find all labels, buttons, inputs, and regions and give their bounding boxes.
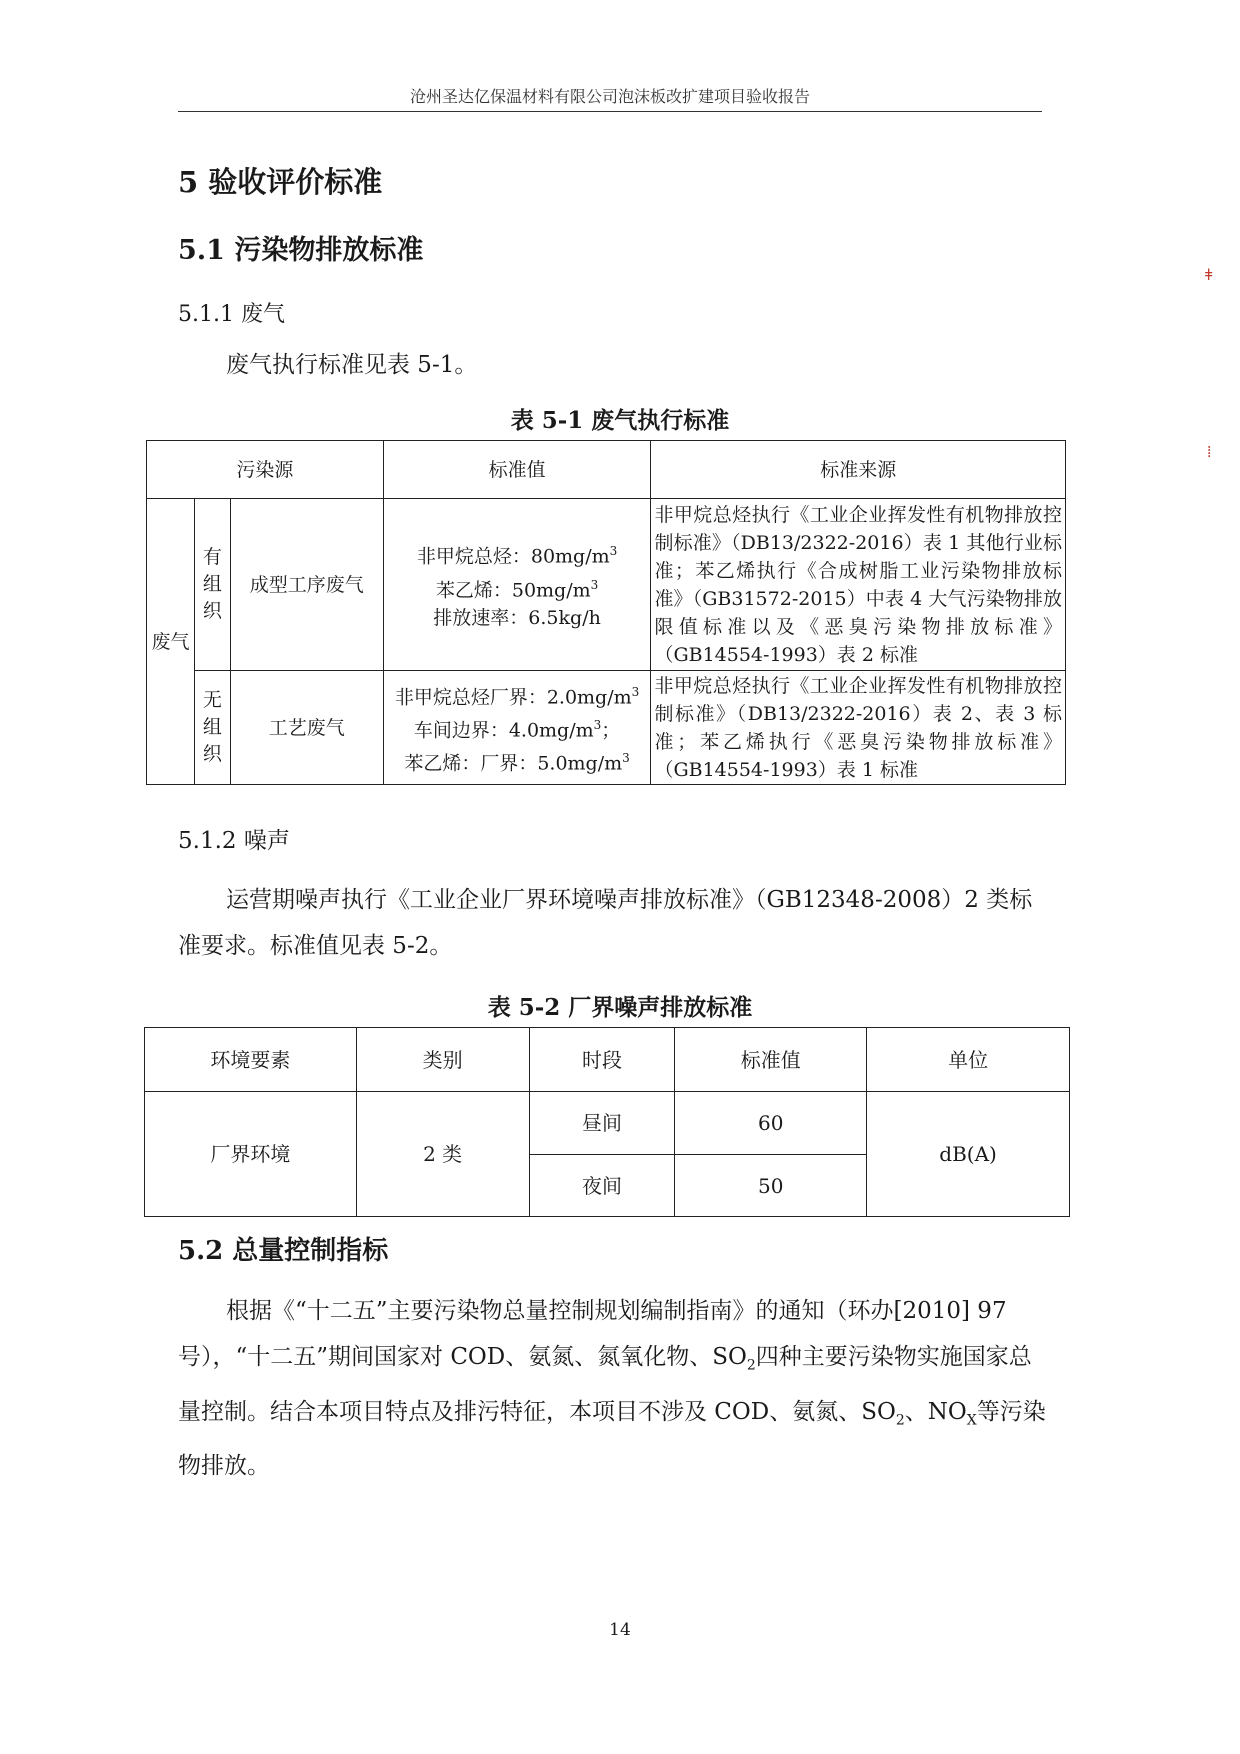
table-5-2-caption: 表 5-2 厂界噪声排放标准 [487,994,753,1021]
noise-standards-table [144,1027,1070,1217]
table-header-cell: 单位 [867,1028,1070,1092]
standard-value-cell: 60 [675,1092,867,1155]
category-cell: 2 类 [356,1092,529,1217]
gas-standards-table [146,440,1066,785]
gas-paragraph: 废气执行标准见表 5-1。 [226,352,478,378]
subsection-5-1-1-heading: 5.1.1 废气 [178,302,285,327]
noise-paragraph: 运营期噪声执行《工业企业厂界环境噪声排放标准》（GB12348-2008）2 类标准要求。标准值见表 5-2。 [178,887,1033,959]
table-header-cell: 标准值 [675,1028,867,1092]
section-5-1-heading: 5.1 污染物排放标准 [178,235,424,266]
emission-type-cell: 有 组 织 [194,499,230,671]
process-cell: 成型工序废气 [230,499,383,671]
standard-source-cell: 非甲烷总烃执行《工业企业挥发性有机物排放控制标准》（DB13/2322-2016）表 1 其他行业标准；苯乙烯执行《合成树脂工业污染物排放标准》（GB31572-2015）中表 4 大气污染物排放限值标准以及《恶臭污染物排放标准》（GB14554-1993）表 2 标准 [651,499,1066,671]
subsection-5-1-2-heading: 5.1.2 噪声 [178,828,290,854]
section-5-2-heading: 5.2 总量控制指标 [178,1236,389,1266]
table-header-cell: 污染源 [147,441,384,499]
margin-stamp-mark: ǂ [1205,265,1213,284]
page-header: 沧州圣达亿保温材料有限公司泡沫板改扩建项目验收报告 [178,84,1042,112]
table-header-cell: 类别 [356,1028,529,1092]
page-number: 14 [609,1620,631,1640]
table-header-cell: 标准来源 [651,441,1066,499]
table-header-cell: 环境要素 [145,1028,357,1092]
process-cell: 工艺废气 [230,671,383,785]
table-header-cell: 标准值 [383,441,651,499]
period-cell: 夜间 [529,1155,675,1217]
section-5-heading: 5 验收评价标准 [178,165,383,199]
period-cell: 昼间 [529,1092,675,1155]
table-header-cell: 时段 [529,1028,675,1092]
total-control-paragraph: 根据《“十二五”主要污染物总量控制规划编制指南》的通知（环办[2010] 97号），“十二五”期间国家对 COD、氨氮、氮氧化物、$SO_2$四种主要污染物实施国家总量控制。结合本项目特点及排污特征，本项目不涉及 COD、氨氮、$SO_2$、$NO_X$等污染物排放。 [178,1298,1046,1480]
unit-cell: dB(A) [867,1092,1070,1217]
environment-element-cell: 厂界环境 [145,1092,357,1217]
emission-type-cell: 无 组 织 [194,671,230,785]
standard-source-cell: 非甲烷总烃执行《工业企业挥发性有机物排放控制标准》（DB13/2322-2016）表 2、表 3 标准；苯乙烯执行《恶臭污染物排放标准》（GB14554-1993）表 1 标准 [651,671,1066,785]
table-5-1-caption: 表 5-1 废气执行标准 [510,407,730,434]
standard-value-cell: 50 [675,1155,867,1217]
category-cell: 废气 [147,499,195,785]
margin-stamp-mark: ⁞ [1207,442,1212,461]
standard-value-cell: 非甲烷总烃：$80mg/m^3$ 苯乙烯：$50mg/m^3$ 排放速率：6.5kg/h [383,499,651,671]
standard-value-cell: 非甲烷总烃厂界：$2.0mg/m^3$ 车间边界：$4.0mg/m^3$； 苯乙烯：厂界：$5.0mg/m^3$ [383,671,651,785]
